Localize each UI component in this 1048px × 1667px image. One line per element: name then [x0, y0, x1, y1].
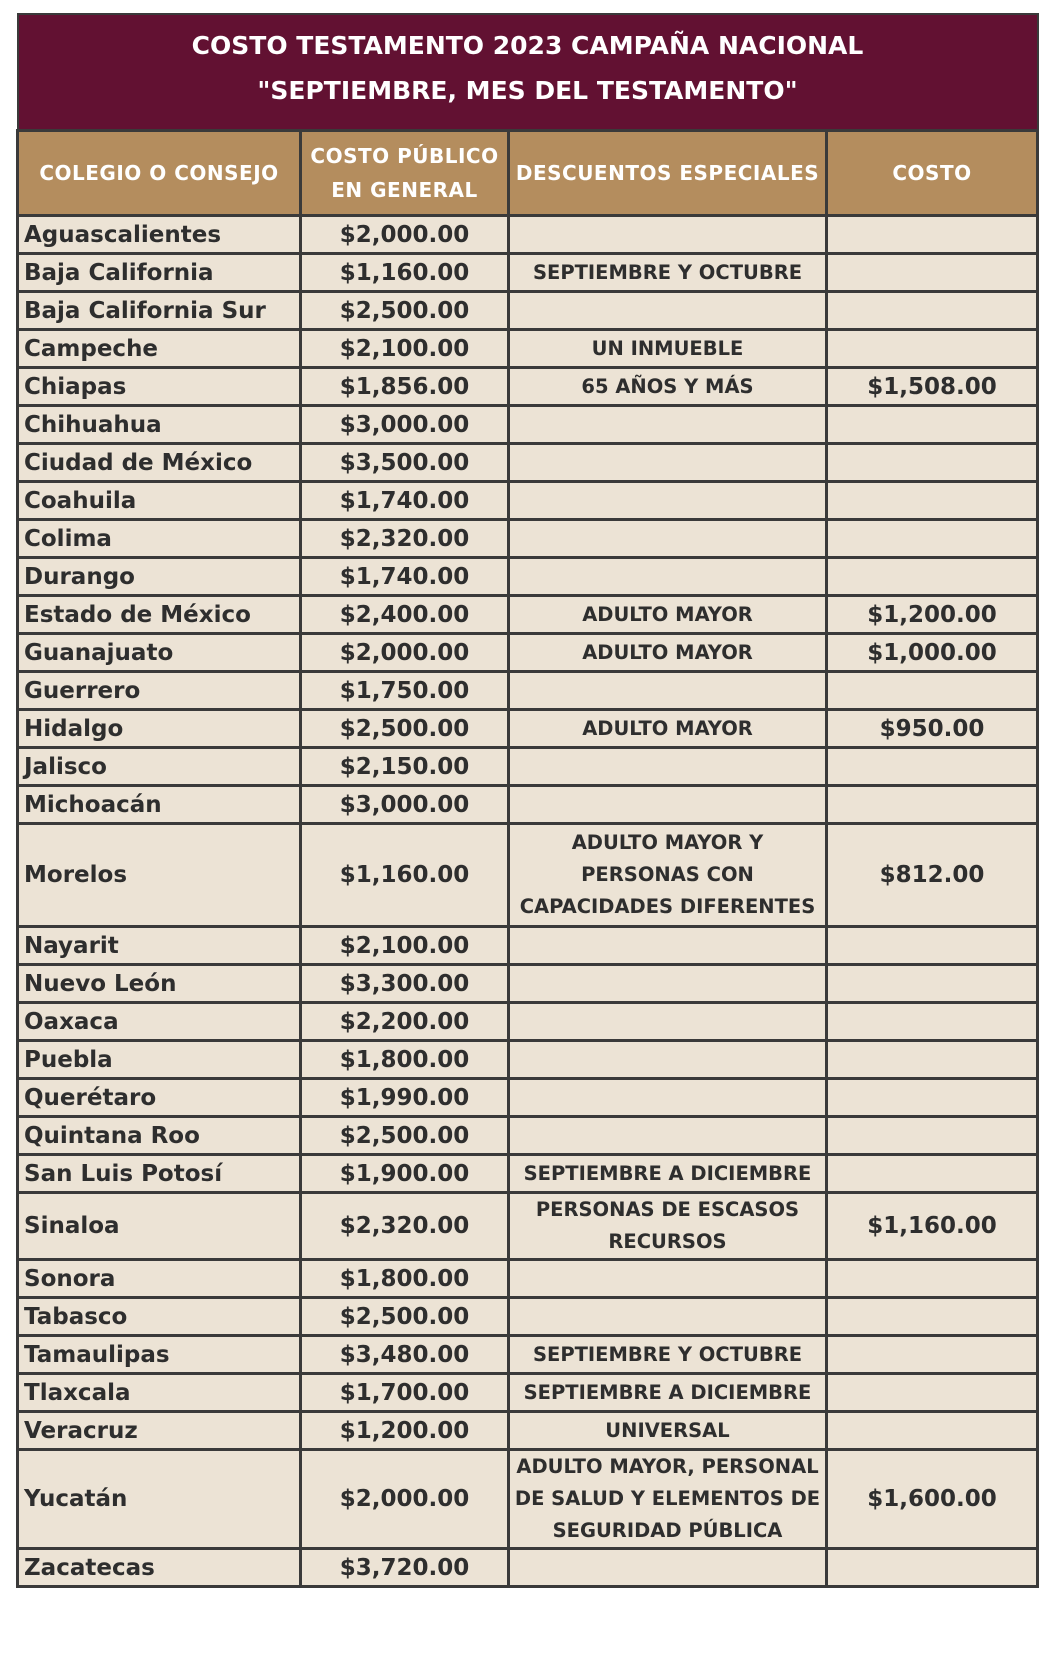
discount-cell: ADULTO MAYOR: [509, 634, 827, 672]
discount-line: ADULTO MAYOR, PERSONAL: [516, 1455, 819, 1478]
discounted-cost-cell: [827, 1260, 1038, 1298]
header-descuentos: DESCUENTOS ESPECIALES: [509, 131, 827, 216]
price-cell: $1,700.00: [301, 1374, 509, 1412]
discount-cell: [509, 558, 827, 596]
discounted-cost-cell: $812.00: [827, 824, 1038, 927]
discounted-cost-cell: [827, 1412, 1038, 1450]
price-cell: $1,856.00: [301, 368, 509, 406]
state-cell: Campeche: [18, 330, 301, 368]
state-cell: Sonora: [18, 1260, 301, 1298]
table-row: [18, 406, 1038, 444]
state-cell: Baja California Sur: [18, 292, 301, 330]
discounted-cost-cell: $1,000.00: [827, 634, 1038, 672]
state-cell: Puebla: [18, 1041, 301, 1079]
table-row: [18, 786, 1038, 824]
price-cell: $2,000.00: [301, 634, 509, 672]
table-row: [18, 482, 1038, 520]
discounted-cost-cell: [827, 482, 1038, 520]
discounted-cost-cell: [827, 1003, 1038, 1041]
discount-cell: [509, 216, 827, 254]
discount-cell: [509, 1079, 827, 1117]
discounted-cost-cell: [827, 520, 1038, 558]
state-cell: Veracruz: [18, 1412, 301, 1450]
discount-cell: SEPTIEMBRE A DICIEMBRE: [509, 1374, 827, 1412]
table-row: [18, 368, 1038, 406]
table-row: [18, 710, 1038, 748]
state-cell: Querétaro: [18, 1079, 301, 1117]
price-cell: $3,300.00: [301, 965, 509, 1003]
discount-line: PERSONAS CON: [581, 863, 754, 886]
price-cell: $3,500.00: [301, 444, 509, 482]
discount-cell: [509, 1041, 827, 1079]
price-cell: $1,160.00: [301, 254, 509, 292]
discount-cell: ADULTO MAYOR: [509, 710, 827, 748]
header-costo: COSTO: [827, 131, 1038, 216]
discounted-cost-cell: [827, 292, 1038, 330]
price-cell: $2,500.00: [301, 1298, 509, 1336]
price-cell: $1,800.00: [301, 1260, 509, 1298]
discount-cell: SEPTIEMBRE A DICIEMBRE: [509, 1155, 827, 1193]
price-cell: $2,200.00: [301, 1003, 509, 1041]
state-cell: Nuevo León: [18, 965, 301, 1003]
discount-cell: [509, 1117, 827, 1155]
table-row: [18, 216, 1038, 254]
price-cell: $2,100.00: [301, 927, 509, 965]
header-costo-publico: [301, 131, 509, 216]
price-cell: $3,480.00: [301, 1336, 509, 1374]
discounted-cost-cell: [827, 1041, 1038, 1079]
state-cell: Tamaulipas: [18, 1336, 301, 1374]
state-cell: Zacatecas: [18, 1549, 301, 1587]
price-cell: $2,100.00: [301, 330, 509, 368]
state-cell: Guerrero: [18, 672, 301, 710]
table-row: [18, 254, 1038, 292]
discounted-cost-cell: [827, 748, 1038, 786]
price-cell: $2,150.00: [301, 748, 509, 786]
discounted-cost-cell: [827, 1336, 1038, 1374]
discounted-cost-cell: [827, 330, 1038, 368]
discounted-cost-cell: [827, 1549, 1038, 1587]
table-row: [18, 520, 1038, 558]
discount-line: ADULTO MAYOR Y: [571, 831, 764, 854]
discounted-cost-cell: [827, 216, 1038, 254]
state-cell: Coahuila: [18, 482, 301, 520]
table-row: [18, 1117, 1038, 1155]
discount-cell: UN INMUEBLE: [509, 330, 827, 368]
discount-cell: 65 AÑOS Y MÁS: [509, 368, 827, 406]
table-row: [18, 1079, 1038, 1117]
state-cell: Estado de México: [18, 596, 301, 634]
state-cell: Tabasco: [18, 1298, 301, 1336]
discounted-cost-cell: [827, 406, 1038, 444]
price-cell: $3,000.00: [301, 786, 509, 824]
table-row: [18, 330, 1038, 368]
price-cell: $2,500.00: [301, 292, 509, 330]
table-row: [18, 672, 1038, 710]
price-cell: $1,160.00: [301, 824, 509, 927]
price-cell: $2,500.00: [301, 1117, 509, 1155]
discount-cell: SEPTIEMBRE Y OCTUBRE: [509, 1336, 827, 1374]
table-row: [18, 965, 1038, 1003]
discount-cell: [509, 824, 827, 927]
table-row: [18, 1041, 1038, 1079]
price-cell: $1,900.00: [301, 1155, 509, 1193]
price-cell: $2,400.00: [301, 596, 509, 634]
discounted-cost-cell: [827, 1079, 1038, 1117]
state-cell: Nayarit: [18, 927, 301, 965]
table-row: [18, 292, 1038, 330]
discounted-cost-cell: [827, 927, 1038, 965]
table-row: [18, 596, 1038, 634]
state-cell: Quintana Roo: [18, 1117, 301, 1155]
table-row: [18, 634, 1038, 672]
discounted-cost-cell: $1,200.00: [827, 596, 1038, 634]
price-cell: $2,500.00: [301, 710, 509, 748]
state-cell: Morelos: [18, 824, 301, 927]
discount-line: PERSONAS DE ESCASOS: [535, 1198, 800, 1221]
discount-cell: [509, 406, 827, 444]
table-title: [18, 14, 1038, 131]
price-cell: $2,000.00: [301, 1450, 509, 1549]
price-cell: $1,750.00: [301, 672, 509, 710]
price-cell: $1,800.00: [301, 1041, 509, 1079]
title-line-2: "SEPTIEMBRE, MES DEL TESTAMENTO": [257, 76, 798, 105]
discount-cell: [509, 672, 827, 710]
state-cell: Hidalgo: [18, 710, 301, 748]
table-row: [18, 444, 1038, 482]
price-cell: $1,740.00: [301, 482, 509, 520]
price-cell: $3,000.00: [301, 406, 509, 444]
discount-cell: [509, 1003, 827, 1041]
table-row: [18, 1193, 1038, 1260]
price-cell: $1,740.00: [301, 558, 509, 596]
title-line-1: COSTO TESTAMENTO 2023 CAMPAÑA NACIONAL: [191, 31, 864, 60]
table-body: [18, 216, 1038, 1587]
table-row: [18, 1003, 1038, 1041]
state-cell: Jalisco: [18, 748, 301, 786]
table-row: [18, 1298, 1038, 1336]
table-row: [18, 927, 1038, 965]
discounted-cost-cell: [827, 444, 1038, 482]
table-row: [18, 748, 1038, 786]
discount-cell: [509, 482, 827, 520]
discount-cell: [509, 1260, 827, 1298]
discount-cell: SEPTIEMBRE Y OCTUBRE: [509, 254, 827, 292]
state-cell: Sinaloa: [18, 1193, 301, 1260]
discounted-cost-cell: [827, 1155, 1038, 1193]
discount-cell: [509, 1549, 827, 1587]
table-row: [18, 1260, 1038, 1298]
table-row: [18, 824, 1038, 927]
state-cell: Michoacán: [18, 786, 301, 824]
discount-cell: [509, 1193, 827, 1260]
state-cell: Tlaxcala: [18, 1374, 301, 1412]
price-cell: $2,000.00: [301, 216, 509, 254]
state-cell: Chiapas: [18, 368, 301, 406]
title-row: [18, 14, 1038, 131]
state-cell: San Luis Potosí: [18, 1155, 301, 1193]
cost-table-container: [16, 13, 1036, 1588]
discount-cell: [509, 965, 827, 1003]
discount-line: RECURSOS: [608, 1230, 727, 1253]
state-cell: Guanajuato: [18, 634, 301, 672]
discount-cell: ADULTO MAYOR: [509, 596, 827, 634]
state-cell: Yucatán: [18, 1450, 301, 1549]
discounted-cost-cell: [827, 786, 1038, 824]
header-costo-publico-line-2: EN GENERAL: [331, 178, 478, 202]
price-cell: $2,320.00: [301, 1193, 509, 1260]
state-cell: Ciudad de México: [18, 444, 301, 482]
discounted-cost-cell: [827, 1117, 1038, 1155]
header-colegio: COLEGIO O CONSEJO: [18, 131, 301, 216]
price-cell: $2,320.00: [301, 520, 509, 558]
discounted-cost-cell: $950.00: [827, 710, 1038, 748]
discounted-cost-cell: $1,600.00: [827, 1450, 1038, 1549]
discount-cell: [509, 444, 827, 482]
discount-cell: [509, 520, 827, 558]
discount-line: DE SALUD Y ELEMENTOS DE: [514, 1487, 821, 1510]
state-cell: Oaxaca: [18, 1003, 301, 1041]
table-row: [18, 1412, 1038, 1450]
table-row: [18, 558, 1038, 596]
state-cell: Chihuahua: [18, 406, 301, 444]
state-cell: Aguascalientes: [18, 216, 301, 254]
state-cell: Colima: [18, 520, 301, 558]
state-cell: Baja California: [18, 254, 301, 292]
discounted-cost-cell: [827, 1298, 1038, 1336]
price-cell: $1,200.00: [301, 1412, 509, 1450]
discount-line: SEGURIDAD PÚBLICA: [552, 1519, 783, 1542]
table-row: [18, 1155, 1038, 1193]
discount-cell: [509, 927, 827, 965]
state-cell: Durango: [18, 558, 301, 596]
price-cell: $1,990.00: [301, 1079, 509, 1117]
discount-cell: [509, 1450, 827, 1549]
table-row: [18, 1450, 1038, 1549]
table-row: [18, 1549, 1038, 1587]
discount-cell: [509, 292, 827, 330]
discounted-cost-cell: $1,160.00: [827, 1193, 1038, 1260]
cost-table: [16, 13, 1039, 1588]
discount-cell: [509, 1298, 827, 1336]
discounted-cost-cell: [827, 965, 1038, 1003]
discounted-cost-cell: [827, 1374, 1038, 1412]
discount-cell: [509, 748, 827, 786]
discounted-cost-cell: [827, 558, 1038, 596]
discount-cell: [509, 786, 827, 824]
discount-line: CAPACIDADES DIFERENTES: [519, 895, 816, 918]
header-costo-publico-line-1: COSTO PÚBLICO: [310, 144, 499, 168]
header-row: [18, 131, 1038, 216]
discount-cell: UNIVERSAL: [509, 1412, 827, 1450]
discounted-cost-cell: [827, 254, 1038, 292]
discounted-cost-cell: [827, 672, 1038, 710]
table-row: [18, 1336, 1038, 1374]
discounted-cost-cell: $1,508.00: [827, 368, 1038, 406]
table-row: [18, 1374, 1038, 1412]
price-cell: $3,720.00: [301, 1549, 509, 1587]
